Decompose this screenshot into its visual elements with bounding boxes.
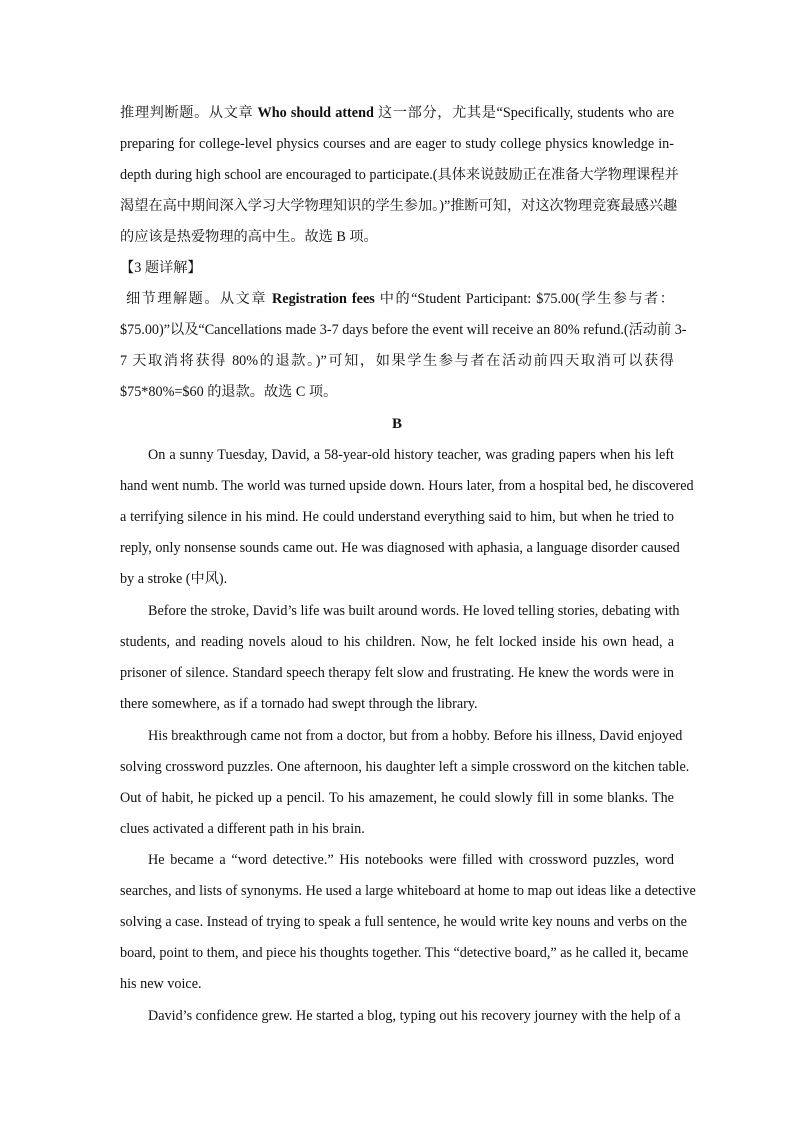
- p3-line-4: clues activated a different path in his brain.: [120, 821, 365, 837]
- p4-line-4: board, point to them, and piece his thoughts together. This “detective board,” as he called it, became: [120, 945, 689, 961]
- p2-line-3: prisoner of silence. Standard speech therapy felt slow and frustrating. He knew the words were in: [120, 665, 674, 681]
- q2-line-4: 渴望在高中期间深入学习大学物理知识的学生参加。)”推断可知，对这次物理竞赛最感兴趣: [120, 198, 678, 214]
- p3-line-1: His breakthrough came not from a doctor, but from a hobby. Before his illness, David enjoyed: [148, 728, 683, 744]
- q2-line-1: [120, 103, 674, 123]
- q2-line-5: 的应该是热爱物理的高中生。故选 B 项。: [120, 229, 378, 245]
- p1-line-1: On a sunny Tuesday, David, a 58-year-old history teacher, was grading papers when his left: [148, 447, 674, 463]
- q2-line-3: depth during high school are encouraged to participate.(具体来说鼓励正在准备大学物理课程并: [120, 167, 679, 183]
- q3-line-1-text-a: 细节理解题。从文章: [126, 291, 273, 307]
- p2-line-1: Before the stroke, David’s life was built around words. He loved telling stories, debating with: [148, 603, 680, 619]
- q2-section-name: Who should attend: [257, 105, 374, 121]
- q3-line-4: $75*80%=$60 的退款。故选 C 项。: [120, 384, 338, 400]
- q2-line-1-text-b: 这一部分，尤其是“Specifically, students who are: [373, 105, 674, 121]
- q3-heading: 【3 题详解】: [120, 260, 202, 276]
- passage-letter: B: [391, 416, 402, 432]
- p3-line-2: solving crossword puzzles. One afternoon, his daughter left a simple crossword on the kitchen table.: [120, 759, 690, 775]
- p4-line-2: searches, and lists of synonyms. He used a large whiteboard at home to map out ideas like a detective: [120, 883, 696, 899]
- p1-line-4: reply, only nonsense sounds came out. He was diagnosed with aphasia, a language disorder caused: [120, 540, 680, 556]
- q2-line-1-text-a: 推理判断题。从文章: [120, 105, 258, 121]
- p4-line-3: solving a case. Instead of trying to speak a full sentence, he would write key nouns and verbs on the: [120, 914, 687, 930]
- p4-line-5: his new voice.: [120, 976, 202, 992]
- p5-line-1: David’s confidence grew. He started a blog, typing out his recovery journey with the help of a: [148, 1008, 681, 1024]
- q3-line-1: [126, 289, 674, 309]
- q2-line-2: preparing for college-level physics courses and are eager to study college physics knowledge in-: [120, 136, 674, 152]
- p1-line-5: by a stroke (中风).: [120, 571, 228, 587]
- p2-line-2: students, and reading novels aloud to his children. Now, he felt locked inside his own head, a: [120, 634, 674, 650]
- p1-line-2: hand went numb. The world was turned upside down. Hours later, from a hospital bed, he discovered: [120, 478, 694, 494]
- q3-line-2: $75.00)”以及“Cancellations made 3-7 days before the event will receive an 80% refund.(活动前 3-: [120, 322, 687, 338]
- q3-line-1-text-b: 中的“Student Participant: $75.00(学生参与者：: [374, 291, 674, 307]
- q3-line-3: 7 天取消将获得 80%的退款。)”可知，如果学生参与者在活动前四天取消可以获得: [120, 353, 674, 369]
- p2-line-4: there somewhere, as if a tornado had swept through the library.: [120, 696, 478, 712]
- p1-line-3: a terrifying silence in his mind. He could understand everything said to him, but when he tried to: [120, 509, 674, 525]
- p4-line-1: He became a “word detective.” His notebooks were filled with crossword puzzles, word: [148, 852, 674, 868]
- p3-line-3: Out of habit, he picked up a pencil. To his amazement, he could slowly fill in some blanks. The: [120, 790, 674, 806]
- q3-section-name: Registration fees: [272, 291, 375, 307]
